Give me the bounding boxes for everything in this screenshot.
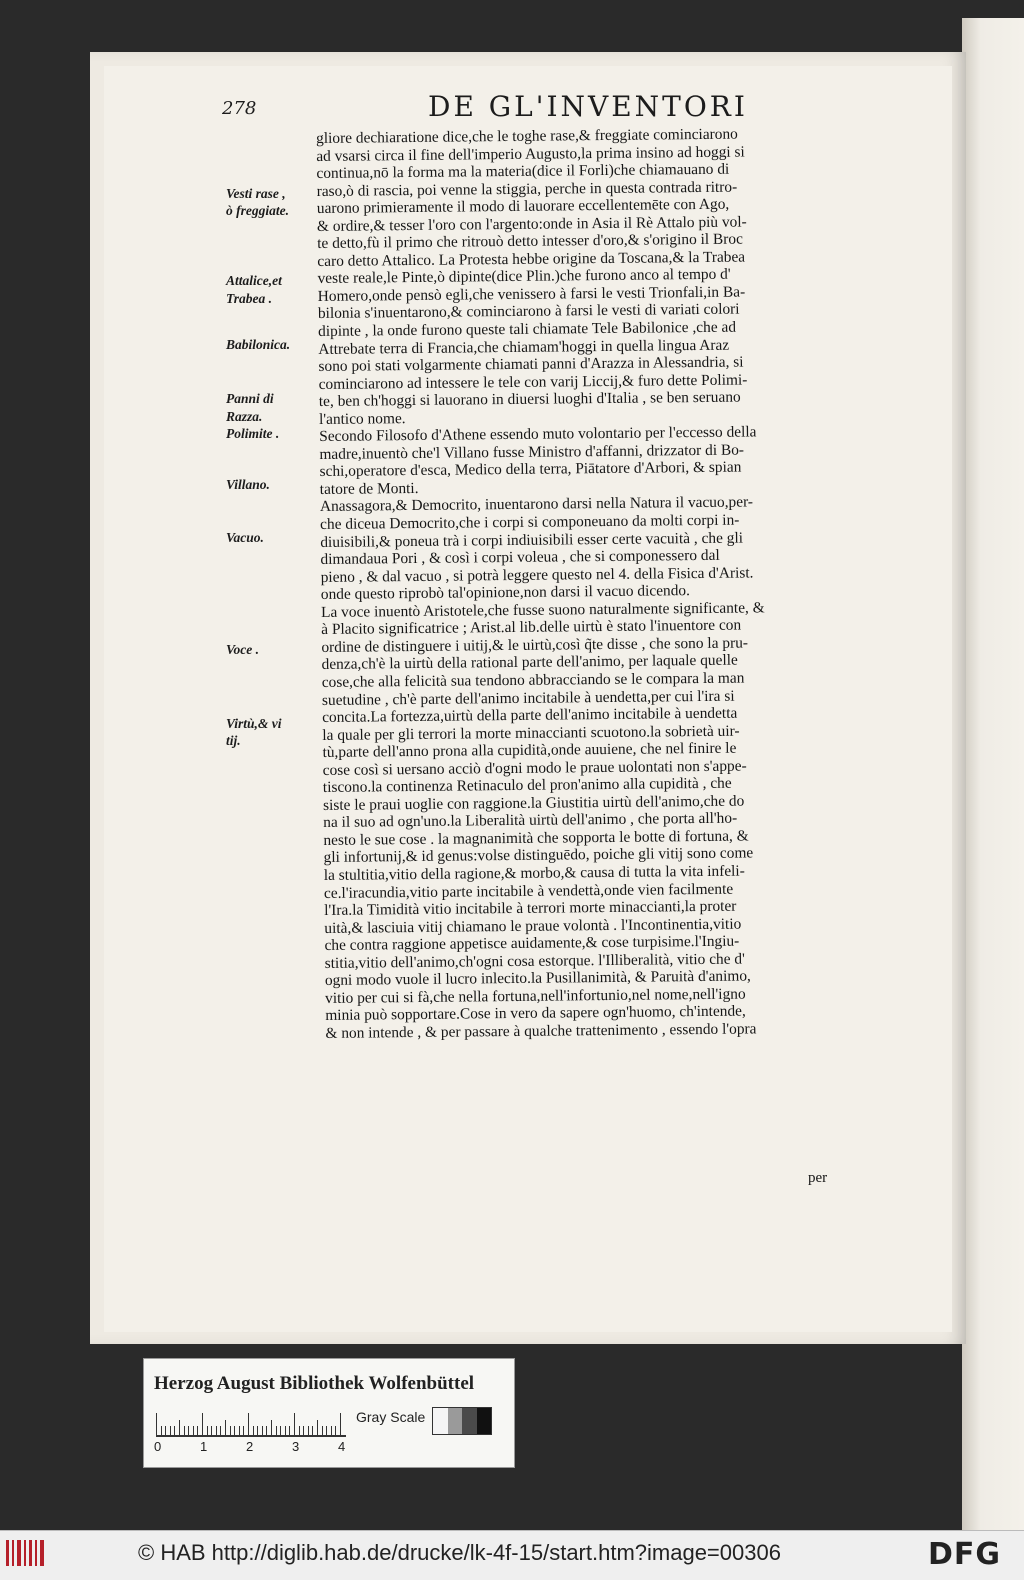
text-line: La voce inuentò Aristotele,che fusse suono naturalmente significante, & [320, 599, 765, 621]
gray-scale-swatch [432, 1407, 492, 1435]
ruler-tick [202, 1413, 203, 1435]
ruler-tick [248, 1413, 249, 1435]
ruler-tick [211, 1426, 212, 1435]
facing-page-edge [962, 18, 1024, 1530]
library-name: Herzog August Bibliothek Wolfenbüttel [154, 1373, 475, 1394]
marginal-note: ò freggiate. [226, 203, 289, 219]
marginal-note: Babilonica. [226, 336, 291, 352]
running-head [222, 90, 782, 130]
text-line: veste reale,le Pinte,ò dipinte(dice Plin.)che furono anco al tempo d' [317, 266, 731, 288]
marginal-note: tij. [226, 733, 241, 749]
text-line: cose così si uersano acciò d'ogni modo le praue uolontati non s'appe- [322, 757, 747, 779]
color-scale-card [143, 1358, 515, 1468]
ruler-tick [193, 1426, 194, 1435]
text-line: che contra raggione appetisce auidamente,& cose turpisime.l'Ingiu- [324, 932, 740, 955]
marginal-note: Villano. [226, 476, 270, 492]
marginal-note: Vacuo. [226, 529, 264, 545]
ruler-tick [243, 1426, 244, 1435]
ruler-number: 4 [338, 1439, 346, 1454]
ruler-tick [285, 1426, 286, 1435]
text-line: onde questo riprobò tal'opinione,non darsi il vacuo dicendo. [320, 582, 691, 604]
text-line: & ordire,& tesser l'oro con l'argento:onde in Asia il Rè Attalo più vol- [316, 213, 747, 235]
ruler-tick [170, 1426, 171, 1435]
text-line: gliore dechiaratione dice,che le toghe rase,& freggiate cominciarono [316, 125, 738, 147]
ruler-tick [276, 1426, 277, 1435]
ruler-tick [179, 1420, 180, 1435]
ruler-tick [322, 1426, 323, 1435]
ruler-tick [326, 1426, 327, 1435]
ruler-tick [161, 1426, 162, 1435]
text-line: te, ben ch'hoggi si lauorano in diuersi luoghi d'Italia , se ben seruano [318, 388, 741, 411]
barcode-logo-icon [6, 1538, 48, 1568]
ruler-tick [335, 1426, 336, 1435]
ruler-tick [220, 1426, 221, 1435]
text-line: à Placito significatrice ; Arist.al lib.delle uirtù è stato l'inuentore con [321, 616, 742, 639]
text-line: schi,operatore d'esca, Medico della terra, Piātatore d'Arbori, & spian [319, 458, 742, 481]
ruler-tick [331, 1426, 332, 1435]
text-line: ogni modo vuole il lucro inlecito.la Pusillanimità, & Paruità d'animo, [324, 967, 751, 990]
text-line: stitia,vitio dell'animo,ch'ogni cosa estorque. l'Illiberalità, vitio che d' [324, 950, 745, 972]
ruler-number: 0 [154, 1439, 162, 1454]
text-line: l'Ira.la Timidità vitio incitabile à terrori morte minaccianti,la proter [324, 897, 737, 920]
marginal-note: Voce . [226, 641, 259, 657]
ruler-tick [174, 1426, 175, 1435]
ruler-tick [165, 1426, 166, 1435]
text-line: suetudine , ch'è parte dell'animo incitabile à uendetta,per cui l'ira si [321, 687, 735, 709]
footer-bar [0, 1530, 1024, 1580]
text-line: na il suo ad ogn'uno.la Liberalità uirtù dell'animo , che porta all'ho- [323, 809, 738, 832]
text-line: tatore de Monti. [319, 479, 419, 498]
header-title: DE GL'INVENTORI [428, 90, 748, 123]
text-line: Homero,onde pensò egli,che venissero à farsi le vesti Trionfali,in Ba- [317, 283, 746, 305]
text-line: che diceua Democrito,che i corpi si componeuano da molti corpi in- [320, 511, 740, 534]
ruler-number: 2 [246, 1439, 254, 1454]
text-line: te detto,fù il primo che ritrouò detto intesser d'oro,& s'origino il Broc [317, 230, 743, 253]
page-number: 278 [222, 98, 257, 119]
ruler-tick [280, 1426, 281, 1435]
text-line: Secondo Filosofo d'Athene essendo muto volontario per l'eccesso della [319, 423, 757, 446]
body-text [316, 124, 868, 1042]
ruler-tick [156, 1413, 157, 1435]
ruler-tick [303, 1426, 304, 1435]
text-line: tiscono.la continenza Retinaculo del pron'animo alla cupidità , che [322, 774, 732, 797]
ruler-tick [308, 1426, 309, 1435]
ruler-tick [257, 1426, 258, 1435]
text-line: concita.La fortezza,uirtù della parte dell'animo incitabile à uendetta [322, 704, 738, 727]
catchword: per [808, 1170, 828, 1186]
text-line: l'antico nome. [318, 409, 406, 428]
marginal-note: Vesti rase , [226, 185, 286, 201]
ruler-tick [340, 1413, 341, 1435]
ruler-tick [266, 1426, 267, 1435]
marginal-note: Attalice,et [226, 273, 282, 289]
ruler-tick [271, 1420, 272, 1435]
ruler-tick [294, 1413, 295, 1435]
text-line: pieno , & dal vacuo , si potrà leggere questo nel 4. della Fisica d'Arist. [320, 564, 754, 586]
ruler-tick [184, 1426, 185, 1435]
ruler-tick [197, 1426, 198, 1435]
dfg-logo: DFG [928, 1537, 1002, 1572]
text-line: nesto le sue cose . la magnanimità che sopporta le botte di fortuna, & [323, 827, 749, 849]
marginal-note: Panni di [226, 390, 274, 406]
text-line: denza,ch'è la uirtù della rational parte dell'animo, per laquale quelle [321, 652, 738, 674]
ruler-tick [188, 1426, 189, 1435]
text-line: uità,& lasciuia vitij chiamano le praue volontà . l'Incontinentia,vitio [324, 915, 742, 937]
gray-scale-label: Gray Scale [356, 1409, 426, 1425]
text-line: bilonia s'inuentarono,& cominciarono à farsi le vesti di variati colori [317, 301, 740, 323]
ruler-tick [225, 1420, 226, 1435]
text-line: dipinte , la onde furono queste tali chiamate Tele Babilonice ,che ad [318, 318, 737, 341]
text-line: cominciarono ad intessere le tele con varij Liccij,& furo dette Polimi- [318, 371, 748, 393]
ruler-tick [312, 1426, 313, 1435]
footer-credit-link[interactable]: © HAB http://diglib.hab.de/drucke/lk-4f-15/start.htm?image=00306 [138, 1540, 781, 1565]
text-line: vitio per cui si fà,che nella fortuna,nell'infortunio,nel nome,nell'igno [325, 985, 746, 1007]
text-line: ad vsarsi circa il fine dell'imperio Augusto,la prima insino ad hoggi si [316, 143, 745, 165]
marginal-note: Trabea . [226, 290, 272, 306]
ruler-tick [253, 1426, 254, 1435]
text-line: raso,ò di rascia, poi venne la stiggia, perche in questa contrada ritro- [316, 178, 738, 200]
text-line: uarono primieramente il modo di lauorare eccellentemēte con Ago, [316, 195, 730, 218]
text-line: gli infortunij,& id genus:volse distinguēdo, poiche gli vitij sono come [323, 844, 754, 867]
ruler-tick [239, 1426, 240, 1435]
text-line: diuisibili,& poneua trà i corpi indiuisibili esser certe vacuità , che gli [320, 529, 744, 551]
text-line: tù,parte dell'anno prona alla cupidità,onde auuiene, che nel finire le [322, 739, 737, 762]
ruler-tick [207, 1426, 208, 1435]
marginal-note: Virtù,& vi [226, 715, 282, 731]
text-line: dimandaua Pori , & così i corpi voleua , che si componessero dal [320, 546, 720, 569]
text-line: ordine de distinguere i uitij,& le uirtù,così q̃te disse , che sono la pru- [321, 634, 749, 656]
ruler-tick [289, 1426, 290, 1435]
text-line: la stultitia,vitio della ragione,& morbo,& causa di tutta la vita infeli- [323, 862, 745, 884]
text-line: minia può sopportare.Cose in vero da sapere ogn'huomo, ch'intende, [325, 1002, 746, 1025]
ruler-ticks [156, 1411, 346, 1437]
marginal-note: Polimite . [226, 426, 280, 442]
ruler-number: 3 [292, 1439, 300, 1454]
text-line: & non intende , & per passare à qualche trattenimento , essendo l'opra [325, 1020, 757, 1042]
marginal-note: Razza. [226, 408, 263, 424]
text-line: siste le praui uoglie con raggione.la Giustitia uirtù dell'animo,che do [322, 792, 745, 814]
text-line: ce.l'iracundia,vitio parte incitabile à vendettà,onde vien facilmente [323, 880, 734, 902]
ruler-tick [216, 1426, 217, 1435]
text-line: la quale per gli terrori la morte minaccianti scuotono.la sobrietà uir- [322, 722, 740, 744]
text-line: continua,nō la forma ma la materia(dice il Forli)che chiamauano di [316, 160, 730, 183]
text-line: Anassagora,& Democrito, inuentarono darsi nella Natura il vacuo,per- [319, 493, 754, 516]
text-line: madre,inuentò che'l Villano fusse Ministro d'affanni, drizzator di Bo- [319, 441, 745, 463]
ruler-tick [230, 1426, 231, 1435]
text-line: caro detto Attalico. La Protesta hebbe origine da Toscana,& la Trabea [317, 248, 746, 270]
text-line: cose,che alla felicità sua tendono abbracciando se le compara la man [321, 669, 745, 691]
ruler-tick [299, 1426, 300, 1435]
ruler-tick [234, 1426, 235, 1435]
text-line: sono poi stati volgarmente chiamati panni d'Arazza in Alessandria, si [318, 353, 744, 376]
ruler-number: 1 [200, 1439, 208, 1454]
ruler-tick [262, 1426, 263, 1435]
ruler-numbers [154, 1439, 354, 1459]
text-line: Attrebate terra di Francia,che chiamam'hoggi in quella lingua Araz [318, 336, 730, 358]
ruler-tick [317, 1420, 318, 1435]
